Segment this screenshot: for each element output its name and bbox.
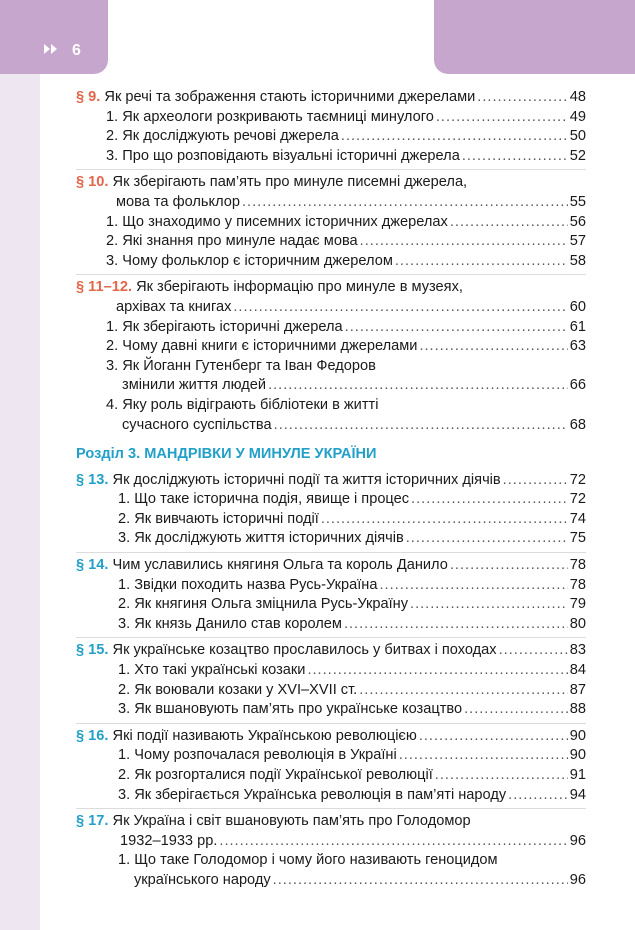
toc-section bbox=[76, 278, 586, 435]
leader-dots bbox=[436, 108, 568, 128]
leader-dots bbox=[410, 595, 568, 615]
chapter-heading: Розділ 3. МАНДРІВКИ У МИНУЛЕ УКРАЇНИ bbox=[76, 446, 377, 463]
page-ref: 78 bbox=[569, 576, 586, 593]
leader-dots bbox=[464, 700, 568, 720]
page-ref: 94 bbox=[569, 786, 586, 803]
toc-item[interactable] bbox=[76, 337, 586, 357]
item-title: 1. Звідки походить назва Русь-Україна bbox=[118, 576, 378, 593]
toc-item[interactable] bbox=[76, 416, 586, 436]
item-title: 1. Чому розпочалася революція в Україні bbox=[118, 747, 397, 764]
header-tab-left bbox=[0, 0, 108, 74]
section-number: § 16. bbox=[76, 727, 109, 744]
toc-section bbox=[76, 727, 586, 805]
section-title-row[interactable] bbox=[76, 556, 586, 576]
leader-dots bbox=[508, 786, 568, 806]
section-title-cont: мова та фольклор bbox=[116, 193, 240, 210]
leader-dots bbox=[321, 510, 568, 530]
section-title-row[interactable] bbox=[76, 88, 586, 108]
page-ref: 74 bbox=[569, 510, 586, 527]
leader-dots bbox=[395, 252, 568, 272]
page-ref: 83 bbox=[569, 642, 586, 659]
page-ref: 78 bbox=[569, 557, 586, 574]
leader-dots bbox=[359, 681, 568, 701]
leader-dots bbox=[268, 376, 568, 396]
page-ref: 88 bbox=[569, 701, 586, 718]
item-title: 1. Хто такі українські козаки bbox=[118, 662, 306, 679]
page-ref: 80 bbox=[569, 615, 586, 632]
toc-item[interactable] bbox=[76, 510, 586, 530]
leader-dots bbox=[344, 615, 568, 635]
leader-dots bbox=[219, 832, 567, 852]
page-ref: 57 bbox=[569, 233, 586, 250]
section-title-row[interactable] bbox=[76, 832, 586, 852]
page-ref: 87 bbox=[569, 681, 586, 698]
section-title-row[interactable] bbox=[76, 641, 586, 661]
toc-item[interactable] bbox=[76, 661, 586, 681]
leader-dots bbox=[462, 147, 568, 167]
leader-dots bbox=[399, 746, 568, 766]
toc-group-b bbox=[76, 471, 586, 891]
section-title-cont: архівах та книгах bbox=[116, 298, 232, 315]
page-ref: 48 bbox=[569, 89, 586, 105]
page-ref: 50 bbox=[569, 128, 586, 145]
section-divider bbox=[76, 169, 586, 170]
item-title-line: 4. Яку роль відіграють бібліотеки в житті bbox=[106, 396, 379, 413]
item-title: 3. Як князь Данило став королем bbox=[118, 615, 342, 632]
toc-section bbox=[76, 641, 586, 719]
section-number: § 17. bbox=[76, 813, 109, 830]
page-ref: 49 bbox=[569, 108, 586, 125]
toc-item[interactable] bbox=[76, 766, 586, 786]
page-ref: 72 bbox=[569, 491, 586, 508]
section-title: Як Україна і світ вшановують пам’ять про Голодомор bbox=[112, 813, 471, 830]
item-title: 2. Які знання про минуле надає мова bbox=[106, 233, 358, 250]
section-title: Як зберігають пам’ять про минуле писемні джерела, bbox=[112, 174, 468, 191]
toc-item[interactable] bbox=[76, 147, 586, 167]
page-ref: 79 bbox=[569, 596, 586, 613]
toc-item[interactable] bbox=[76, 213, 586, 233]
leader-dots bbox=[419, 337, 567, 357]
toc-item[interactable] bbox=[76, 786, 586, 806]
section-title: Як досліджують історичні події та життя історичних діячів bbox=[112, 471, 501, 488]
page-number: 6 bbox=[72, 42, 81, 59]
leader-dots bbox=[341, 127, 568, 147]
leader-dots bbox=[477, 88, 567, 108]
section-title-line bbox=[76, 812, 586, 832]
leader-dots bbox=[273, 871, 568, 891]
section-title-row[interactable] bbox=[76, 471, 586, 491]
section-number: § 13. bbox=[76, 471, 109, 488]
page-ref: 63 bbox=[569, 338, 586, 355]
item-title: змінили життя людей bbox=[122, 377, 267, 394]
leader-dots bbox=[406, 529, 568, 549]
item-title-line: 1. Що таке Голодомор і чому його називають геноцидом bbox=[118, 852, 498, 869]
double-arrow-icon bbox=[44, 44, 57, 54]
leader-dots bbox=[450, 213, 568, 233]
page-ref: 66 bbox=[569, 377, 586, 394]
leader-dots bbox=[233, 298, 567, 318]
leader-dots bbox=[274, 416, 568, 436]
page-ref: 61 bbox=[569, 318, 586, 335]
page-ref: 90 bbox=[569, 747, 586, 764]
page-ref: 58 bbox=[569, 252, 586, 269]
page-ref: 72 bbox=[569, 471, 586, 488]
page-ref: 68 bbox=[569, 416, 586, 433]
leader-dots bbox=[380, 576, 568, 596]
item-title: 2. Чому давні книги є історичними джерелами bbox=[106, 338, 418, 355]
section-divider bbox=[76, 637, 586, 638]
toc-item[interactable] bbox=[76, 108, 586, 128]
section-title-line bbox=[76, 278, 586, 298]
section-divider bbox=[76, 274, 586, 275]
toc-item[interactable] bbox=[76, 871, 586, 891]
toc-item[interactable] bbox=[76, 746, 586, 766]
toc-item[interactable] bbox=[76, 681, 586, 701]
item-title: 2. Як вивчають історичні події bbox=[118, 510, 319, 527]
item-title: 2. Як розгорталися події Української революції bbox=[118, 767, 433, 783]
section-title: Як українське козацтво прославилось у битвах і походах bbox=[112, 642, 497, 659]
section-title-line bbox=[76, 173, 586, 193]
page-ref: 60 bbox=[569, 298, 586, 315]
page-ref: 56 bbox=[569, 213, 586, 230]
section-number: § 9. bbox=[76, 89, 101, 105]
section-title-row[interactable] bbox=[76, 298, 586, 318]
item-title: 2. Як княгиня Ольга зміцнила Русь-Україну bbox=[118, 596, 409, 613]
section-title-row[interactable] bbox=[76, 727, 586, 747]
toc-section bbox=[76, 173, 586, 271]
section-divider bbox=[76, 808, 586, 809]
item-title: 2. Як воювали козаки у XVI–XVII ст. bbox=[118, 681, 358, 698]
page-ref: 90 bbox=[569, 727, 586, 744]
toc-item[interactable] bbox=[76, 595, 586, 615]
section-number: § 14. bbox=[76, 557, 109, 574]
item-title: сучасного суспільства bbox=[122, 416, 272, 433]
page-ref: 91 bbox=[569, 767, 586, 783]
toc-item[interactable] bbox=[76, 318, 586, 338]
leader-dots bbox=[450, 556, 568, 576]
page-ref: 75 bbox=[569, 530, 586, 547]
toc-item[interactable] bbox=[76, 615, 586, 635]
leader-dots bbox=[411, 490, 568, 510]
toc-group-a bbox=[76, 88, 586, 435]
leader-dots bbox=[435, 766, 568, 786]
item-title: 1. Як зберігають історичні джерела bbox=[106, 318, 343, 335]
page-ref: 96 bbox=[569, 832, 586, 849]
toc-item[interactable] bbox=[76, 232, 586, 252]
leader-dots bbox=[360, 232, 568, 252]
section-title: Чим уславились княгиня Ольга та король Данило bbox=[112, 557, 448, 574]
toc-item[interactable] bbox=[76, 576, 586, 596]
section-number: § 15. bbox=[76, 642, 109, 659]
section-divider bbox=[76, 723, 586, 724]
item-title: 1. Що знаходимо у писемних історичних джерелах bbox=[106, 213, 448, 230]
leader-dots bbox=[307, 661, 567, 681]
section-title: Як речі та зображення стають історичними джерелами bbox=[104, 89, 476, 105]
leader-dots bbox=[242, 193, 568, 213]
section-number: § 11–12. bbox=[76, 279, 133, 296]
toc-item[interactable] bbox=[76, 376, 586, 396]
section-title: Які події називають Українською революцією bbox=[112, 727, 417, 744]
page-ref: 84 bbox=[569, 662, 586, 679]
toc-item[interactable] bbox=[76, 529, 586, 549]
toc-item[interactable] bbox=[76, 490, 586, 510]
toc-section bbox=[76, 471, 586, 549]
section-number: § 10. bbox=[76, 174, 109, 191]
toc-section bbox=[76, 88, 586, 166]
section-title: Як зберігають інформацію про минуле в музеях, bbox=[136, 279, 463, 296]
item-title: 1. Що таке історична подія, явище і процес bbox=[118, 491, 410, 508]
item-title: 2. Як досліджують речові джерела bbox=[106, 128, 339, 145]
page-ref: 55 bbox=[569, 193, 586, 210]
toc-section bbox=[76, 812, 586, 890]
item-title: 3. Як досліджують життя історичних діячів bbox=[118, 530, 404, 547]
section-divider bbox=[76, 552, 586, 553]
item-title: 3. Про що розповідають візуальні історичні джерела bbox=[106, 147, 460, 164]
leader-dots bbox=[503, 471, 568, 491]
toc-section bbox=[76, 556, 586, 634]
header-tab-right bbox=[434, 0, 635, 74]
toc-item[interactable] bbox=[76, 700, 586, 720]
section-title-cont: 1932–1933 рр. bbox=[120, 832, 218, 849]
leader-dots bbox=[345, 318, 568, 338]
page-ref: 52 bbox=[569, 147, 586, 164]
item-title: 3. Як вшановують пам’ять про українське козацтво bbox=[118, 701, 463, 718]
table-of-contents bbox=[76, 88, 586, 894]
item-title: українського народу bbox=[134, 871, 271, 888]
left-margin-strip bbox=[0, 0, 40, 930]
item-title: 1. Як археологи розкривають таємниці минулого bbox=[106, 108, 434, 125]
section-title-row[interactable] bbox=[76, 193, 586, 213]
toc-item[interactable] bbox=[76, 252, 586, 272]
item-title: 3. Як зберігається Українська революція в пам’яті народу bbox=[118, 786, 507, 803]
leader-dots bbox=[419, 727, 568, 747]
item-title: 3. Чому фольклор є історичним джерелом bbox=[106, 252, 393, 269]
toc-item[interactable] bbox=[76, 127, 586, 147]
page-ref: 96 bbox=[569, 871, 586, 888]
item-title-line: 3. Як Йоганн Гутенберг та Іван Федоров bbox=[106, 357, 376, 374]
leader-dots bbox=[499, 641, 568, 661]
